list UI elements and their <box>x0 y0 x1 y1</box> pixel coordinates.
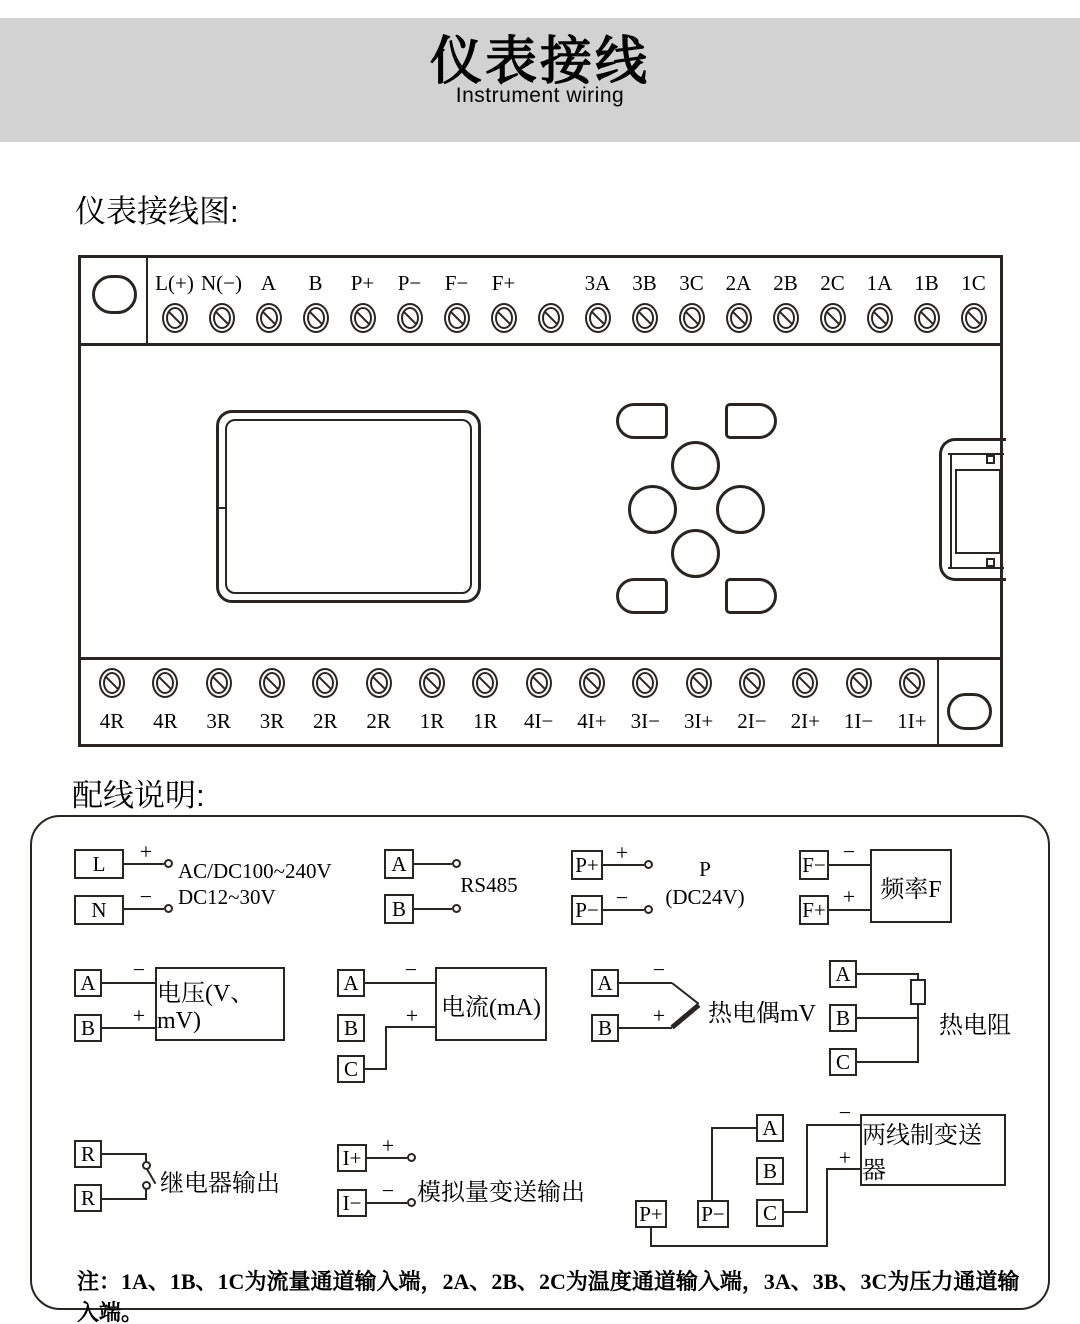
wire <box>385 1026 387 1070</box>
screw-terminal <box>152 668 178 698</box>
screw-terminal <box>526 668 552 698</box>
terminal-box-A: A <box>591 969 619 997</box>
page-title: 仪表接线 <box>429 33 650 91</box>
wire-node <box>164 859 173 868</box>
terminal-label: L(+) <box>155 271 194 295</box>
screw-terminal <box>739 668 765 698</box>
polarity-mark: + <box>652 1003 666 1028</box>
terminal-box-F-plus: F+ <box>799 895 829 925</box>
screw-terminal <box>914 303 940 333</box>
port-line <box>948 567 1004 569</box>
screw-terminal <box>726 303 752 333</box>
polarity-mark: − <box>615 885 629 910</box>
left-compartment <box>81 258 148 343</box>
terminal-box-C: C <box>337 1055 365 1083</box>
terminal-box-A: A <box>337 969 365 997</box>
terminal <box>300 668 350 734</box>
port-notch <box>986 455 995 464</box>
terminal <box>245 270 292 333</box>
terminal <box>621 270 668 333</box>
p24-label: P <box>699 857 711 881</box>
wire <box>857 1017 919 1019</box>
terminal-box-B: B <box>591 1014 619 1042</box>
terminal-label: 1I− <box>843 709 874 733</box>
terminal <box>87 668 137 734</box>
terminal-label: 1R <box>419 709 445 733</box>
terminal-box-N: N <box>74 895 124 925</box>
polarity-mark: + <box>838 1145 852 1170</box>
wire-node <box>644 905 653 914</box>
terminal-label: 1A <box>866 271 893 295</box>
wire <box>857 1061 919 1063</box>
terminal-label: 1I+ <box>897 709 927 733</box>
terminal-box-P-minus: P− <box>697 1200 729 1228</box>
function-key-top-right[interactable] <box>725 403 777 439</box>
terminal <box>407 668 457 734</box>
screw-terminal <box>312 668 338 698</box>
relay-label: 继电器输出 <box>160 1171 280 1197</box>
terminal-box-F-minus: F− <box>799 850 829 880</box>
terminal-box-P-plus: P+ <box>571 850 603 880</box>
terminal-label: 2R <box>366 709 391 733</box>
terminal-label: B <box>308 271 323 295</box>
polarity-mark: + <box>381 1133 395 1158</box>
wire-node <box>407 1153 416 1162</box>
terminal-box-P-plus: P+ <box>635 1200 667 1228</box>
terminal-label: 3I− <box>630 709 660 733</box>
terminal-box-B: B <box>384 894 414 924</box>
terminal <box>194 668 244 734</box>
terminal <box>762 270 809 333</box>
device-box-current: 电流(mA) <box>435 967 547 1041</box>
wire-node <box>164 904 173 913</box>
terminal <box>198 270 245 333</box>
screw-terminal <box>820 303 846 333</box>
terminal-box-A: A <box>384 849 414 879</box>
terminal-box-B: B <box>337 1014 365 1042</box>
resistor-element <box>910 979 926 1005</box>
nav-left-button[interactable] <box>628 485 677 534</box>
top-terminal-strip <box>81 258 1000 346</box>
terminal-label: A <box>260 271 277 295</box>
device-box-frequency: 频率F <box>870 849 952 923</box>
terminal-box-L: L <box>74 849 124 879</box>
port-opening <box>955 469 1001 554</box>
lcd-display <box>216 410 481 603</box>
bottom-terminal-strip <box>81 657 1000 744</box>
screw-terminal <box>579 668 605 698</box>
screw-terminal <box>899 668 925 698</box>
screw-terminal <box>162 303 188 333</box>
polarity-mark: + <box>139 839 153 864</box>
polarity-mark: + <box>405 1003 419 1028</box>
terminal-label: 2C <box>820 271 845 295</box>
device-box-voltage: 电压(V、mV) <box>155 967 285 1041</box>
polarity-mark: + <box>132 1003 146 1028</box>
terminal <box>433 270 480 333</box>
terminal <box>727 668 777 734</box>
screw-terminal <box>397 303 423 333</box>
terminal-box-A: A <box>829 960 857 988</box>
p24-voltage-label: (DC24V) <box>665 885 745 909</box>
bottom-terminal-row <box>87 668 937 734</box>
screw-terminal <box>99 668 125 698</box>
terminal <box>339 270 386 333</box>
screw-terminal <box>350 303 376 333</box>
terminal-label: 3R <box>206 709 231 733</box>
terminal-label: 2A <box>725 271 752 295</box>
diagram-section-label: 仪表接线图: <box>75 194 239 229</box>
wire-node <box>407 1198 416 1207</box>
rtd-label: 热电阻 <box>939 1013 1011 1039</box>
terminal-box-I-plus: I+ <box>337 1144 367 1172</box>
terminal <box>514 668 564 734</box>
terminal <box>527 270 574 333</box>
analog-output-label: 模拟量变送输出 <box>417 1180 585 1206</box>
screw-terminal <box>846 668 872 698</box>
terminal-box-C: C <box>829 1048 857 1076</box>
wire-node <box>452 904 461 913</box>
terminal-label: 2I− <box>737 709 767 733</box>
wire <box>857 973 919 975</box>
screw-terminal <box>961 303 987 333</box>
wire-node <box>644 860 653 869</box>
terminal-label: 2B <box>773 271 798 295</box>
wire <box>784 1211 808 1213</box>
terminal-label: 4R <box>99 709 125 733</box>
right-compartment <box>937 660 1000 744</box>
program-port <box>939 438 1006 581</box>
screw-terminal <box>679 303 705 333</box>
terminal-label: 1B <box>914 271 939 295</box>
terminal-box-C: C <box>756 1199 784 1227</box>
wire <box>806 1124 808 1213</box>
screw-terminal <box>419 668 445 698</box>
mounting-slot <box>947 693 992 730</box>
screw-terminal <box>209 303 235 333</box>
screw-terminal <box>867 303 893 333</box>
terminal-label: 2I+ <box>790 709 820 733</box>
wire <box>671 982 699 1005</box>
terminal-label: 3B <box>632 271 657 295</box>
screw-terminal <box>366 668 392 698</box>
terminal <box>140 668 190 734</box>
screw-terminal <box>632 668 658 698</box>
polarity-mark: + <box>842 884 856 909</box>
header-band <box>0 18 1080 142</box>
port-line <box>948 453 1004 455</box>
terminal-block <box>78 255 1003 747</box>
polarity-mark: − <box>842 839 856 864</box>
wire <box>826 1168 828 1247</box>
terminal-box-R: R <box>74 1184 102 1212</box>
lcd-display-bezel <box>225 419 472 594</box>
terminal-box-R: R <box>74 1140 102 1168</box>
terminal-label: N(−) <box>201 271 242 295</box>
terminal-label: 4R <box>153 709 178 733</box>
port-notch <box>986 558 995 567</box>
terminal <box>950 270 997 333</box>
terminal <box>715 270 762 333</box>
terminal-label: F+ <box>491 271 516 295</box>
terminal <box>887 668 937 734</box>
wire <box>414 908 452 910</box>
screw-terminal <box>256 303 282 333</box>
function-key-bottom-left[interactable] <box>616 578 668 614</box>
nav-right-button[interactable] <box>716 485 765 534</box>
channel-note: 注：1A、1B、1C为流量通道输入端，2A、2B、2C为温度通道输入端，3A、3B、3C为压力通道输入端。 <box>77 1269 1020 1324</box>
terminal-label: P+ <box>350 271 375 295</box>
polarity-mark: − <box>404 957 418 982</box>
terminal <box>292 270 339 333</box>
screw-terminal <box>259 668 285 698</box>
terminal <box>780 668 830 734</box>
terminal-label: 1R <box>473 709 498 733</box>
terminal-box-P-minus: P− <box>571 895 603 925</box>
terminal <box>668 270 715 333</box>
terminal-label: 3R <box>259 709 285 733</box>
terminal <box>574 270 621 333</box>
polarity-mark: − <box>652 957 666 982</box>
wiring-section-label: 配线说明: <box>72 778 205 813</box>
terminal <box>354 668 404 734</box>
polarity-mark: − <box>139 884 153 909</box>
terminal-label: 3C <box>679 271 704 295</box>
terminal-label: 3A <box>584 271 611 295</box>
terminal <box>386 270 433 333</box>
function-key-bottom-right[interactable] <box>725 578 777 614</box>
screw-terminal <box>632 303 658 333</box>
screw-terminal <box>491 303 517 333</box>
terminal-label: F− <box>444 271 469 295</box>
screw-terminal <box>444 303 470 333</box>
wire <box>414 863 452 865</box>
wire <box>365 1068 385 1070</box>
terminal-box-I-minus: I− <box>337 1189 367 1217</box>
terminal <box>856 270 903 333</box>
mounting-slot <box>92 275 137 314</box>
terminal <box>674 668 724 734</box>
terminal <box>567 668 617 734</box>
terminal-box-B: B <box>756 1157 784 1185</box>
wire <box>711 1127 756 1129</box>
terminal <box>903 270 950 333</box>
wiring-panel <box>30 815 1050 1324</box>
terminal <box>620 668 670 734</box>
polarity-mark: − <box>132 957 146 982</box>
display-tick <box>218 507 226 509</box>
screw-terminal <box>472 668 498 698</box>
wire <box>102 1198 147 1200</box>
rs485-label: RS485 <box>460 873 518 897</box>
top-terminal-row <box>151 270 997 333</box>
terminal-label: 1C <box>961 271 986 295</box>
thermocouple-junction <box>670 1003 700 1029</box>
nav-down-button[interactable] <box>671 529 720 578</box>
page-subtitle: Instrument wiring <box>455 84 625 108</box>
screw-terminal <box>538 303 564 333</box>
wire-node <box>452 859 461 868</box>
screw-terminal <box>792 668 818 698</box>
wire <box>650 1245 828 1247</box>
function-key-top-left[interactable] <box>616 403 668 439</box>
screw-terminal <box>303 303 329 333</box>
terminal-box-B: B <box>829 1004 857 1032</box>
terminal-box-B: B <box>74 1014 102 1042</box>
wire <box>711 1127 713 1200</box>
terminal-label: 4I− <box>523 709 554 733</box>
terminal-label: 3I+ <box>683 709 714 733</box>
thermocouple-label: 热电偶mV <box>708 1001 816 1027</box>
device-box-transmitter: 两线制变送器 <box>860 1114 1006 1186</box>
screw-terminal <box>686 668 712 698</box>
terminal <box>247 668 297 734</box>
terminal <box>809 270 856 333</box>
terminal-label: P− <box>397 271 422 295</box>
terminal <box>460 668 510 734</box>
polarity-mark: − <box>838 1100 852 1125</box>
terminal-box-A: A <box>756 1114 784 1142</box>
power-spec-line1: AC/DC100~240V <box>178 859 332 883</box>
wire <box>650 1228 652 1247</box>
polarity-mark: − <box>381 1178 395 1203</box>
polarity-mark: + <box>615 840 629 865</box>
terminal <box>151 270 198 333</box>
port-line <box>950 453 952 569</box>
screw-terminal <box>206 668 232 698</box>
wire <box>102 1153 147 1155</box>
screw-terminal <box>585 303 611 333</box>
power-spec-line2: DC12~30V <box>178 885 276 909</box>
terminal-label: 2R <box>313 709 338 733</box>
screw-terminal <box>773 303 799 333</box>
terminal <box>834 668 884 734</box>
terminal <box>480 270 527 333</box>
terminal-box-A: A <box>74 969 102 997</box>
nav-up-button[interactable] <box>671 441 720 490</box>
terminal-label: 4I+ <box>577 709 607 733</box>
